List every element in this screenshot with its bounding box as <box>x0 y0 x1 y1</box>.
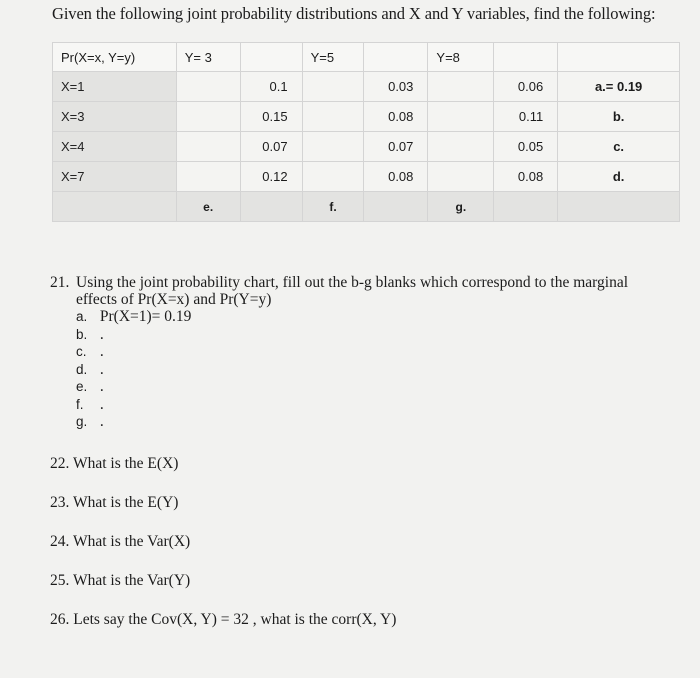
probability-cell: 0.12 <box>240 162 302 192</box>
probability-cell: 0.08 <box>364 102 428 132</box>
table-cell <box>302 72 364 102</box>
answer-text: . <box>99 395 104 413</box>
probability-cell: 0.07 <box>240 132 302 162</box>
answer-item <box>76 378 666 396</box>
answer-text: . <box>99 378 104 395</box>
page-heading: Given the following joint probability distributions and X and Y variables, find the following: <box>52 4 656 23</box>
answer-letter: d. <box>76 361 88 377</box>
marginal-y-row <box>53 192 680 222</box>
questions-section <box>50 274 666 628</box>
question-24: 24. What is the Var(X) <box>50 532 191 550</box>
question-26: 26. Lets say the Cov(X, Y) = 32 , what is the corr(X, Y) <box>50 610 397 628</box>
probability-cell: 0.03 <box>364 72 428 102</box>
probability-cell: 0.15 <box>240 102 302 132</box>
answer-letter: g. <box>76 414 88 429</box>
table-row <box>53 132 680 162</box>
table-cell <box>558 192 680 222</box>
probability-cell: 0.06 <box>494 72 558 102</box>
table-cell <box>176 102 240 132</box>
header-cell <box>494 43 558 72</box>
table-cell <box>176 162 240 192</box>
table-cell <box>302 102 364 132</box>
marginal-x-cell: b. <box>558 102 680 132</box>
table-header-row <box>53 43 680 72</box>
answer-letter: c. <box>76 344 87 359</box>
question-23: 23. What is the E(Y) <box>50 493 179 511</box>
table-cell <box>428 72 494 102</box>
table-row <box>53 102 680 132</box>
answer-letter: a. <box>76 309 88 324</box>
answer-item <box>76 413 666 431</box>
probability-cell: 0.07 <box>364 132 428 162</box>
header-cell <box>240 43 302 72</box>
row-label: X=1 <box>53 72 177 102</box>
joint-probability-table <box>52 42 680 222</box>
answer-text: Pr(X=1)= 0.19 <box>99 308 192 325</box>
answer-text: . <box>99 325 104 343</box>
header-cell: Y=8 <box>428 43 494 72</box>
table-cell <box>240 192 302 222</box>
table-cell <box>302 162 364 192</box>
answer-letter: f. <box>76 396 84 412</box>
marginal-x-cell: a.= 0.19 <box>558 72 680 102</box>
answer-item <box>76 326 666 344</box>
answer-text: . <box>99 413 104 430</box>
answer-letter: e. <box>76 379 88 394</box>
question-21 <box>50 274 666 308</box>
question-22: 22. What is the E(X) <box>50 454 179 472</box>
probability-cell: 0.08 <box>494 162 558 192</box>
answer-item <box>76 396 666 414</box>
answer-letter: b. <box>76 326 88 342</box>
answer-item <box>76 343 666 361</box>
probability-cell: 0.1 <box>240 72 302 102</box>
answer-item <box>76 308 666 326</box>
answer-list <box>76 308 666 431</box>
table-row <box>53 162 680 192</box>
answer-item <box>76 361 666 379</box>
table-cell <box>53 192 177 222</box>
marginal-y-cell: g. <box>428 192 494 222</box>
marginal-y-cell: f. <box>302 192 364 222</box>
table-cell <box>428 102 494 132</box>
row-label: X=7 <box>53 162 177 192</box>
probability-cell: 0.05 <box>494 132 558 162</box>
answer-text: . <box>99 360 104 378</box>
table-row <box>53 72 680 102</box>
table-cell <box>176 132 240 162</box>
table-cell <box>302 132 364 162</box>
marginal-y-cell: e. <box>176 192 240 222</box>
table-cell <box>364 192 428 222</box>
question-text: Using the joint probability chart, fill out the b-g blanks which correspond to the marginal effects of Pr(X=x) and Pr(Y=y) <box>76 274 629 308</box>
row-label: X=4 <box>53 132 177 162</box>
marginal-x-cell: c. <box>558 132 680 162</box>
table-cell <box>176 72 240 102</box>
row-label: X=3 <box>53 102 177 132</box>
header-cell <box>364 43 428 72</box>
header-cell: Pr(X=x, Y=y) <box>53 43 177 72</box>
question-number: 21. <box>50 274 70 291</box>
header-cell: Y=5 <box>302 43 364 72</box>
header-cell: Y= 3 <box>176 43 240 72</box>
table-cell <box>428 162 494 192</box>
marginal-x-cell: d. <box>558 162 680 192</box>
question-25: 25. What is the Var(Y) <box>50 571 191 589</box>
table-cell <box>494 192 558 222</box>
answer-text: . <box>99 343 104 360</box>
probability-cell: 0.08 <box>364 162 428 192</box>
header-cell <box>558 43 680 72</box>
probability-cell: 0.11 <box>494 102 558 132</box>
table-cell <box>428 132 494 162</box>
